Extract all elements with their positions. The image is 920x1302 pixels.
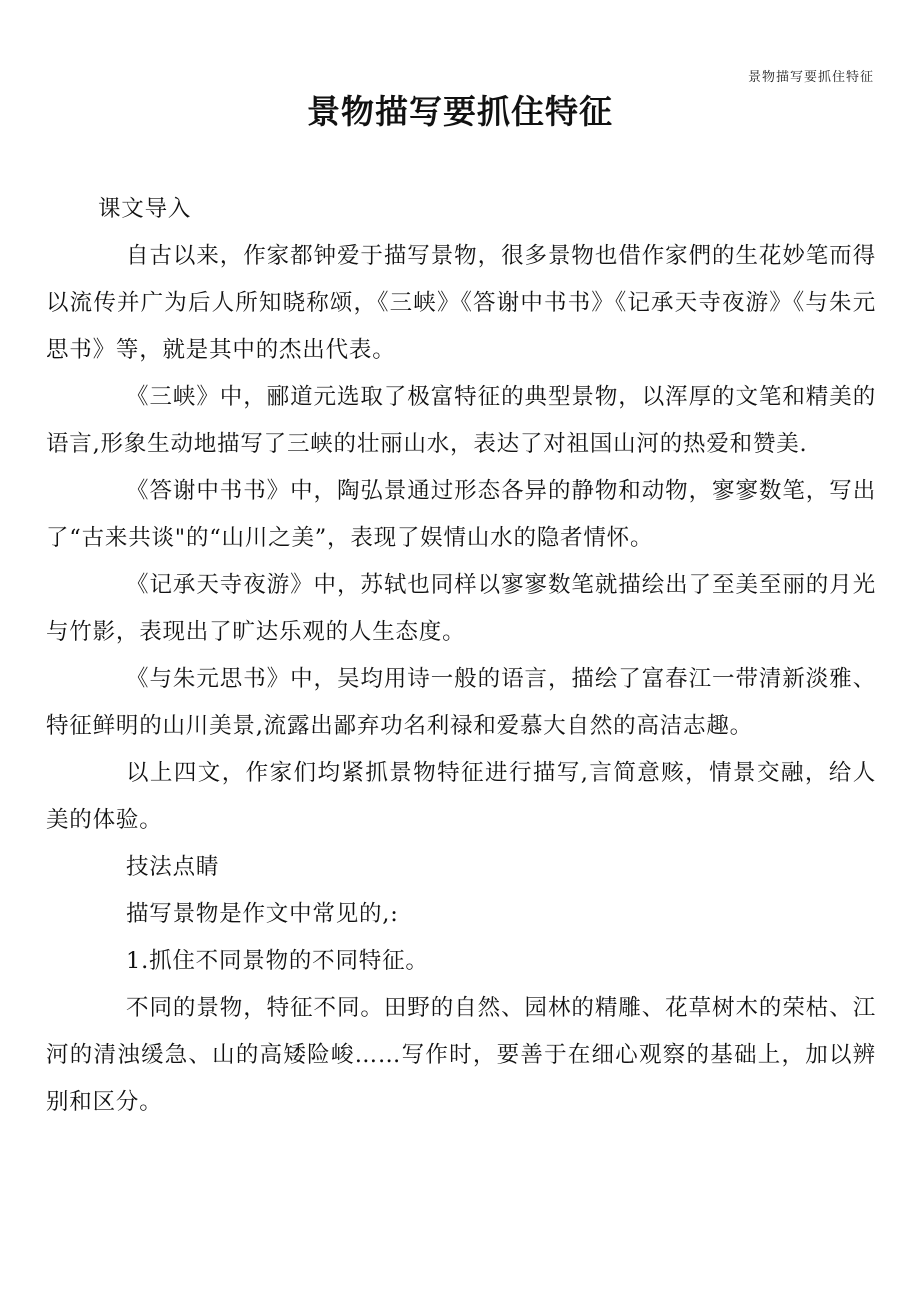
paragraph-chengtiansi: 《记承天寺夜游》中，苏轼也同样以寥寥数笔就描绘出了至美至丽的月光与竹影，表现出了旷达乐观的人生态度。 [46, 572, 876, 645]
paragraph-zhuyuansi: 《与朱元思书》中，吴均用诗一般的语言，描绘了富春江一带清新淡雅、特征鲜明的山川美景,流露出鄙弃功名利禄和爱慕大自然的高洁志趣。 [46, 666, 876, 739]
paragraph-sanxia: 《三峡》中，郦道元选取了极富特征的典型景物，以浑厚的文笔和精美的语言,形象生动地描写了三峡的壮丽山水，表达了对祖国山河的热爱和赞美. [46, 384, 876, 457]
technique-intro: 描写景物是作文中常见的,: [126, 901, 399, 927]
paragraph-daxie: 《答谢中书书》中，陶弘景通过形态各异的静物和动物，寥寥数笔，写出了“古来共谈"的“山川之美”，表现了娱情山水的隐者情怀。 [46, 478, 876, 551]
technique-point-1: 1.抓住不同景物的不同特征。 [126, 948, 429, 974]
page-title: 景物描写要抓住特征 [307, 92, 613, 131]
running-header: 景物描写要抓住特征 [747, 70, 874, 85]
document-body [46, 186, 876, 1126]
section-heading-technique: 技法点睛 [126, 854, 220, 880]
technique-point-1-body: 不同的景物，特征不同。田野的自然、园林的精雕、花草树木的荣枯、江河的清浊缓急、山的高矮险峻……写作时，要善于在细心观察的基础上，加以辨别和区分。 [46, 995, 876, 1115]
paragraph-summary: 以上四文，作家们均紧抓景物特征进行描写,言简意赅，情景交融，给人美的体验。 [46, 760, 876, 833]
section-heading-intro: 课文导入 [98, 196, 192, 222]
paragraph-intro: 自古以来，作家都钟爱于描写景物，很多景物也借作家們的生花妙笔而得以流传并广为后人所知晓称颂，《三峡》《答谢中书书》《记承天寺夜游》《与朱元思书》等，就是其中的杰出代表。 [46, 243, 876, 363]
